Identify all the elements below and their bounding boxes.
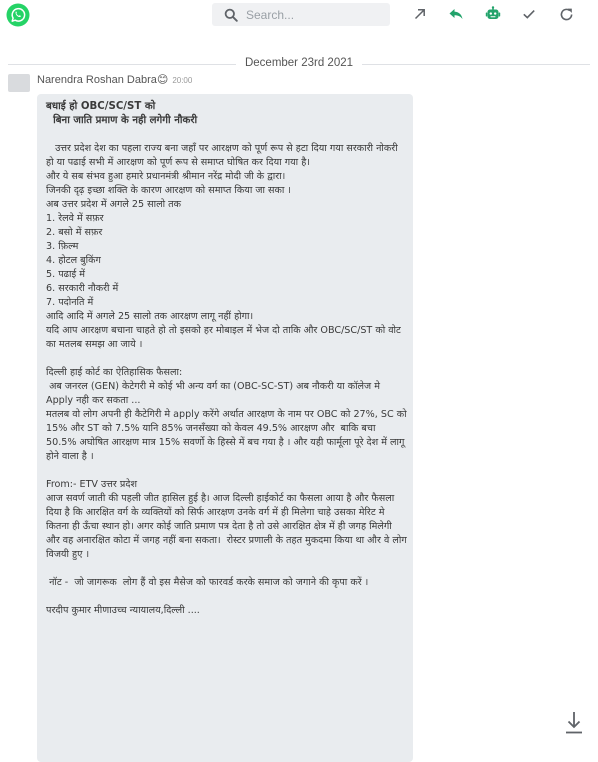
message-paragraph: बधाई हो OBC/SC/ST को बिना जाति प्रमाण के नही लगेगी नौकरी <box>46 101 198 126</box>
paragraph-gap <box>46 352 407 366</box>
mark-done-button[interactable] <box>519 4 539 24</box>
search-bar[interactable] <box>212 3 390 26</box>
whatsapp-logo-icon <box>6 3 30 27</box>
avatar[interactable] <box>8 74 30 92</box>
refresh-button[interactable] <box>556 4 576 24</box>
message-paragraph: परदीप कुमार मीणाउच्च न्यायालय,दिल्ली .... <box>46 605 200 616</box>
search-input[interactable] <box>246 8 376 22</box>
search-icon <box>224 8 238 22</box>
message-paragraph: नॉट - जो जागरूक लोग हैं वो इस मैसेज को फारवर्ड करके समाज को जगाने की कृपा करें । <box>46 577 369 588</box>
top-toolbar <box>0 0 598 30</box>
paragraph-gap <box>46 128 407 142</box>
message-time: 20:00 <box>172 76 193 85</box>
message-paragraph: उत्तर प्रदेश देश का पहला राज्य बना जहाँ पर आरक्षण को पूर्ण रूप से हटा दिया गया सरकारी नोकरी हो या पढाई सभी में आरक्षण को पूर्ण रूप से समाप्त घोषित कर दिया गया है। और ये सब संभव हुआ हमारे प्रधानमंत्री श्रीमान नरेंद्र मोदी जी के द्वारा। जिनकी दृढ़ इच्छा शक्ति के कारण आरक्षण को समाप्त किया जा सका । अब उत्तर प्रदेश में अगले 25 सालो तक 1. रेलवे में सफ़र 2. बसो में सफ़र 3. फ़िल्म 4. होटल बुकिंग 5. पढाई में 6. सरकारी नौकरी में 7. पदोनति में आदि आदि में अगले 25 सालो तक आरक्षण लागू नहीं होगा। यदि आप आरक्षण बचाना चाहते हो तो इसको हर मोबाइल में भेज दो ताकि और OBC/SC/ST को वोट का मतलब समझ आ जाये । <box>46 143 401 350</box>
reply-icon <box>448 7 464 21</box>
message-bubble <box>37 94 413 762</box>
check-icon <box>522 7 536 21</box>
reply-button[interactable] <box>446 4 466 24</box>
message-header <box>37 73 192 86</box>
paragraph-gap <box>46 562 407 576</box>
open-external-icon <box>413 7 427 21</box>
paragraph-gap <box>46 464 407 478</box>
sender-name[interactable]: Narendra Roshan Dabra😊 <box>37 74 169 86</box>
bot-button[interactable] <box>483 4 503 24</box>
message-paragraph: From:- ETV उत्तर प्रदेश आज सवर्ण जाती की पहली जीत हासिल हुई है। आज दिल्ली हाईकोर्ट का फैसला आया है और फैसला दिया है कि आरक्षित वर्ग के व्यक्तियों को सिर्फ आरक्षण उनके वर्ग में ही मिलेगा चाहे उसका मेरिट मे कितना ही ऊँचा स्थान हो। अगर कोई जाति प्रमाण पत्र देता है तो उसे आरक्षित क्षेत्र में ही जगह मिलेगी और वह अनारक्षित कोटा में जगह नहीं बना सकता। रोस्टर प्रणाली के तहत मुकदमा किया था और वे लोग विजयी हुए । <box>46 479 407 560</box>
open-external-button[interactable] <box>410 4 430 24</box>
message-paragraph: दिल्ली हाई कोर्ट का ऐतिहासिक फैसला: अब जनरल (GEN) केटेगरी मे कोई भी अन्य वर्ग का (OBC-SC-ST) अब नौकरी या कॉलेज मे Apply नही कर सकता ... मतलब वो लोग अपनी ही कैटेगिरी मे apply करेंगे अर्थात आरक्षण के नाम पर OBC को 27%, SC को 15% और ST को 7.5% यानि 85% जनसँख्या को केवल 49.5% आरक्षण और बाकि बचा 50.5% अघोषित आरक्षण मात्र 15% सवर्णो के हिस्से में बच गया है । और यही फार्मूला पूरे देश में लागू होने वाला है । <box>46 367 407 462</box>
download-icon[interactable] <box>565 711 583 735</box>
robot-icon <box>485 6 501 22</box>
refresh-icon <box>559 7 574 22</box>
date-separator <box>0 55 598 75</box>
paragraph-gap <box>46 590 407 604</box>
date-separator-label: December 23rd 2021 <box>236 57 362 69</box>
